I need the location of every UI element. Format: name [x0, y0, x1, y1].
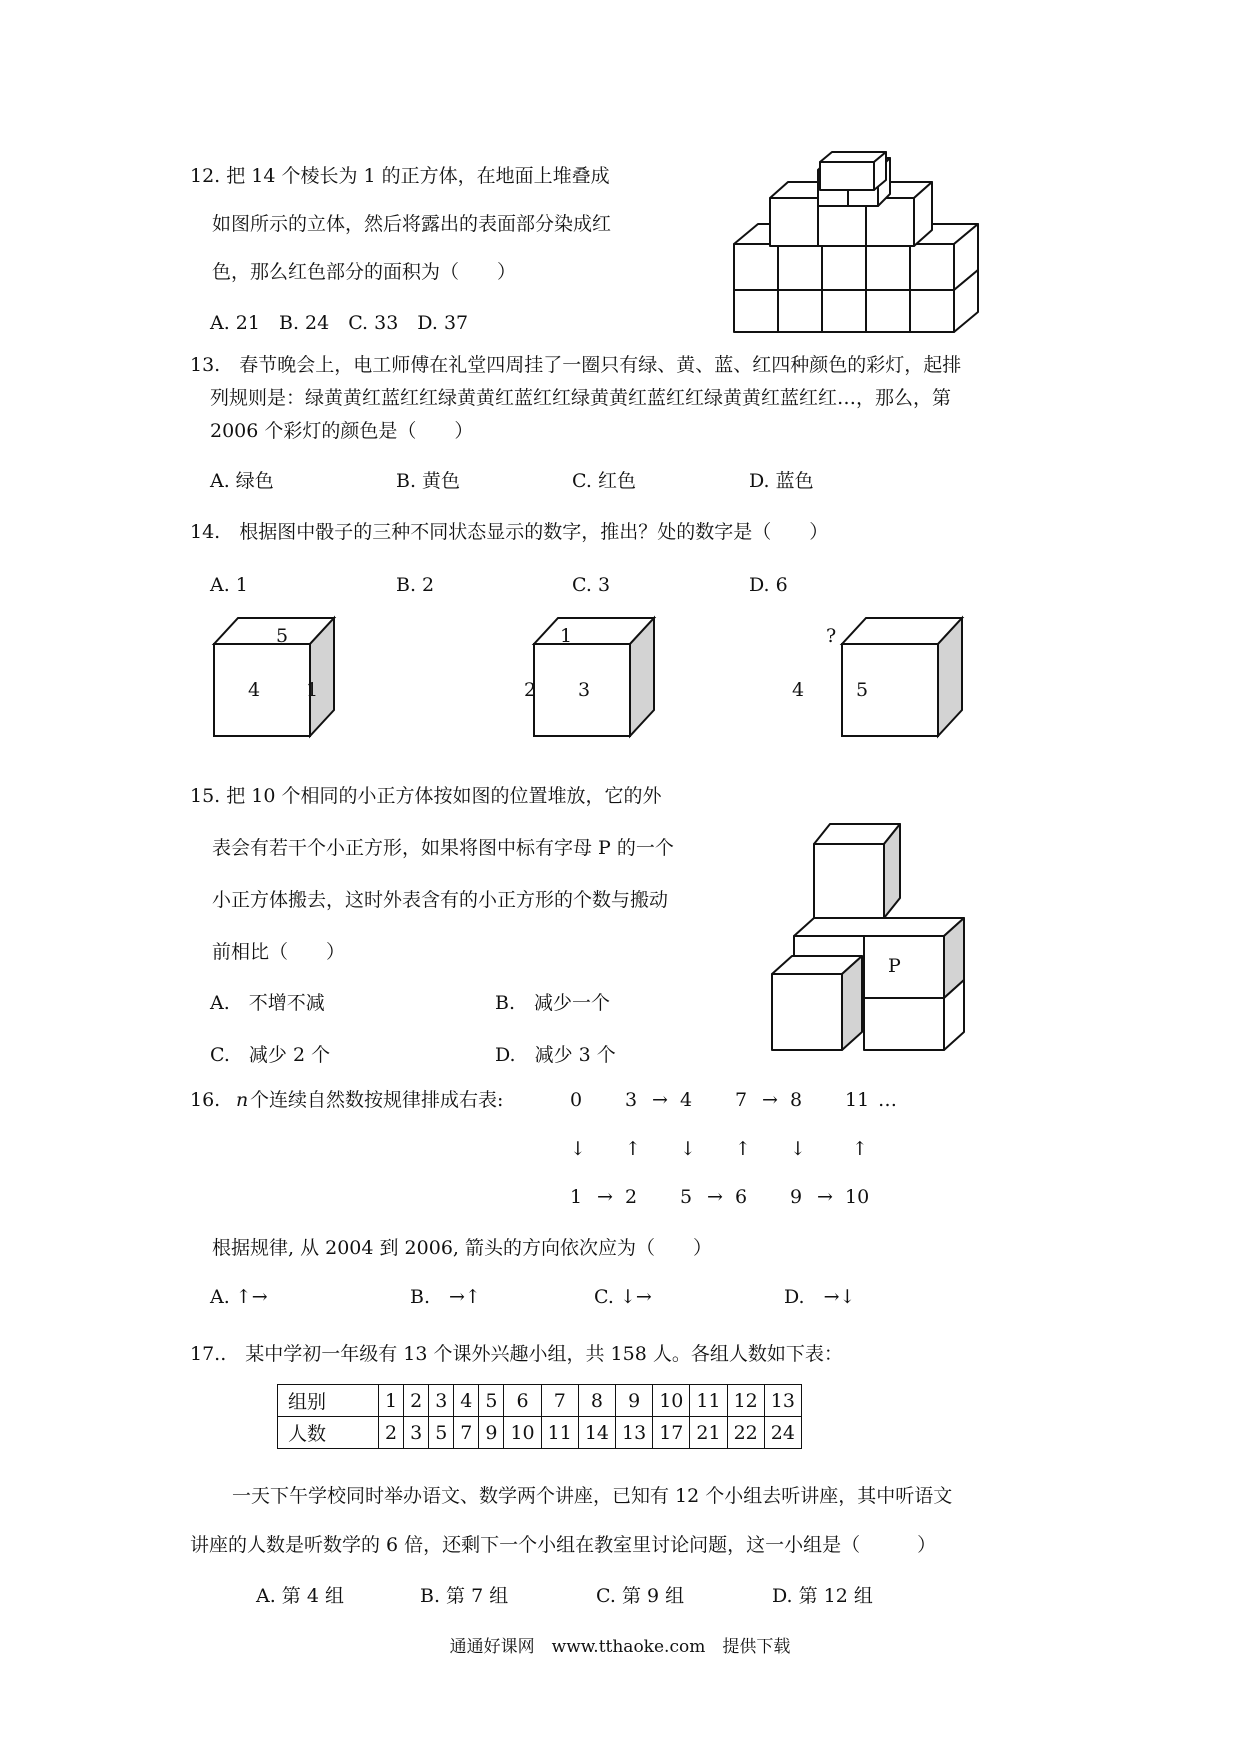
table-cell: 21: [690, 1417, 727, 1449]
q17-option-d: D. 第 12 组: [772, 1585, 873, 1607]
q16-r3-arrow-3: →: [817, 1186, 833, 1208]
q15-option-c: C. 减少 2 个: [210, 1044, 331, 1066]
q14-die-1-figure: [210, 612, 340, 738]
q16-r1-11: 11: [845, 1089, 870, 1111]
q16-r3-5: 5: [680, 1186, 693, 1208]
q16-r2-down-2: ↓: [680, 1138, 696, 1160]
table-cell: 24: [764, 1417, 801, 1449]
q16-r2-up-2: ↑: [735, 1138, 751, 1160]
q16-variable-n: n: [236, 1089, 249, 1111]
q14-die-2-figure: [520, 612, 660, 738]
q16-r1-arrow-2: →: [762, 1089, 778, 1111]
table-cell: 11: [690, 1385, 727, 1417]
q14-die-2-front: 3: [578, 679, 591, 701]
table-cell: 12: [727, 1385, 764, 1417]
table-cell: 5: [479, 1385, 504, 1417]
table-row: [278, 1417, 802, 1449]
q16-r2-down-3: ↓: [790, 1138, 806, 1160]
table-cell: 13: [616, 1417, 653, 1449]
q12-line-2: 如图所示的立体，然后将露出的表面部分染成红: [212, 213, 612, 235]
q16-r1-ellipsis: …: [878, 1089, 897, 1111]
q15-line-2: 表会有若干个小正方形，如果将图中标有字母 P 的一个: [212, 837, 674, 859]
q14-die-1-front: 4: [248, 679, 261, 701]
q13-line-1: 13. 春节晚会上，电工师傅在礼堂四周挂了一圈只有绿、黄、蓝、红四种颜色的彩灯，起排: [190, 354, 962, 376]
q17-paragraph-2: 讲座的人数是听数学的 6 倍，还剩下一个小组在教室里讨论问题，这一小组是（ ）: [190, 1534, 937, 1556]
q16-r3-2: 2: [625, 1186, 638, 1208]
q15-line-3: 小正方体搬去，这时外表含有的小正方形的个数与搬动: [212, 889, 669, 911]
q14-die-1-right: 1: [306, 679, 319, 701]
q16-r2-down-1: ↓: [570, 1138, 586, 1160]
row-header-count: 人数: [278, 1417, 379, 1449]
q13-option-d: D. 蓝色: [749, 470, 814, 492]
q12-options: A. 21 B. 24 C. 33 D. 37: [210, 312, 469, 334]
q16-option-a: A. ↑→: [210, 1286, 268, 1308]
table-cell: 1: [379, 1385, 404, 1417]
page-footer: 通通好课网 www.tthaoke.com 提供下载: [449, 1637, 791, 1657]
table-cell: 7: [454, 1417, 479, 1449]
table-cell: 5: [429, 1417, 454, 1449]
q13-option-c: C. 红色: [572, 470, 636, 492]
row-header-group: 组别: [278, 1385, 379, 1417]
q15-stacked-cubes-figure: [770, 818, 970, 1052]
q16-r2-up-3: ↑: [852, 1138, 868, 1160]
q14-die-2-top: 1: [560, 625, 573, 647]
table-cell: 13: [764, 1385, 801, 1417]
q17-option-b: B. 第 7 组: [420, 1585, 509, 1607]
q14-option-c: C. 3: [572, 574, 611, 596]
q13-option-a: A. 绿色: [210, 470, 274, 492]
q14-option-b: B. 2: [396, 574, 435, 596]
q16-r1-8: 8: [790, 1089, 803, 1111]
q14-option-a: A. 1: [210, 574, 248, 596]
q16-question: 根据规律, 从 2004 到 2006, 箭头的方向依次应为（ ）: [212, 1237, 712, 1259]
q14-die-3-figure: [786, 612, 966, 738]
q16-r3-arrow-1: →: [597, 1186, 613, 1208]
q16-number: 16.: [190, 1089, 221, 1111]
q16-r3-10: 10: [845, 1186, 870, 1208]
q14-die-2-left: 2: [524, 679, 537, 701]
table-cell: 2: [404, 1385, 429, 1417]
q16-r1-3: 3: [625, 1089, 638, 1111]
q15-label-p: P: [888, 955, 901, 977]
table-cell: 14: [578, 1417, 615, 1449]
table-cell: 10: [504, 1417, 541, 1449]
table-cell: 17: [653, 1417, 690, 1449]
q16-option-c: C. ↓→: [594, 1286, 652, 1308]
q14-stem: 14. 根据图中骰子的三种不同状态显示的数字，推出？处的数字是（ ）: [190, 521, 829, 543]
q16-option-d: D. →↓: [784, 1286, 856, 1308]
q15-option-b: B. 减少一个: [495, 992, 611, 1014]
table-cell: 9: [616, 1385, 653, 1417]
q15-line-4: 前相比（ ）: [212, 941, 346, 963]
q16-r3-9: 9: [790, 1186, 803, 1208]
q14-die-3-front: 5: [856, 679, 869, 701]
table-cell: 6: [504, 1385, 541, 1417]
q16-r2-up-1: ↑: [625, 1138, 641, 1160]
q17-paragraph-1: 一天下午学校同时举办语文、数学两个讲座，已知有 12 个小组去听讲座，其中听语文: [232, 1485, 953, 1507]
table-cell: 9: [479, 1417, 504, 1449]
table-cell: 4: [454, 1385, 479, 1417]
table-row: [278, 1385, 802, 1417]
q17-group-table: [277, 1384, 802, 1449]
table-cell: 8: [578, 1385, 615, 1417]
q12-line-3: 色，那么红色部分的面积为（ ）: [212, 261, 517, 283]
q14-die-1-top: 5: [276, 625, 289, 647]
q14-die-3-top: ?: [826, 625, 837, 647]
q17-stem: 17.. 某中学初一年级有 13 个课外兴趣小组，共 158 人。各组人数如下表：: [190, 1343, 843, 1365]
q15-line-1: 15. 把 10 个相同的小正方体按如图的位置堆放，它的外: [190, 785, 662, 807]
table-cell: 11: [541, 1417, 578, 1449]
q16-r1-0: 0: [570, 1089, 583, 1111]
q15-option-d: D. 减少 3 个: [495, 1044, 616, 1066]
table-cell: 3: [404, 1417, 429, 1449]
q12-cube-pyramid-figure: [730, 146, 992, 334]
q16-option-b: B. →↑: [410, 1286, 481, 1308]
q17-option-c: C. 第 9 组: [596, 1585, 685, 1607]
q17-option-a: A. 第 4 组: [256, 1585, 344, 1607]
q16-r1-7: 7: [735, 1089, 748, 1111]
q14-option-d: D. 6: [749, 574, 788, 596]
q14-die-3-left: 4: [792, 679, 805, 701]
q16-r3-6: 6: [735, 1186, 748, 1208]
q15-option-a: A. 不增不减: [210, 992, 325, 1014]
q16-r3-1: 1: [570, 1186, 583, 1208]
table-cell: 22: [727, 1417, 764, 1449]
q16-r1-arrow-1: →: [652, 1089, 668, 1111]
table-cell: 3: [429, 1385, 454, 1417]
q16-r3-arrow-2: →: [707, 1186, 723, 1208]
table-cell: 2: [379, 1417, 404, 1449]
q12-line-1: 12. 把 14 个棱长为 1 的正方体，在地面上堆叠成: [190, 165, 610, 187]
q16-stem: 个连续自然数按规律排成右表:: [250, 1089, 504, 1111]
q13-line-2: 列规则是：绿黄黄红蓝红红绿黄黄红蓝红红绿黄黄红蓝红红绿黄黄红蓝红红…，那么，第: [210, 387, 952, 409]
table-cell: 10: [653, 1385, 690, 1417]
q16-r1-4: 4: [680, 1089, 693, 1111]
table-cell: 7: [541, 1385, 578, 1417]
q13-option-b: B. 黄色: [396, 470, 461, 492]
q13-line-3: 2006 个彩灯的颜色是（ ）: [210, 420, 474, 442]
